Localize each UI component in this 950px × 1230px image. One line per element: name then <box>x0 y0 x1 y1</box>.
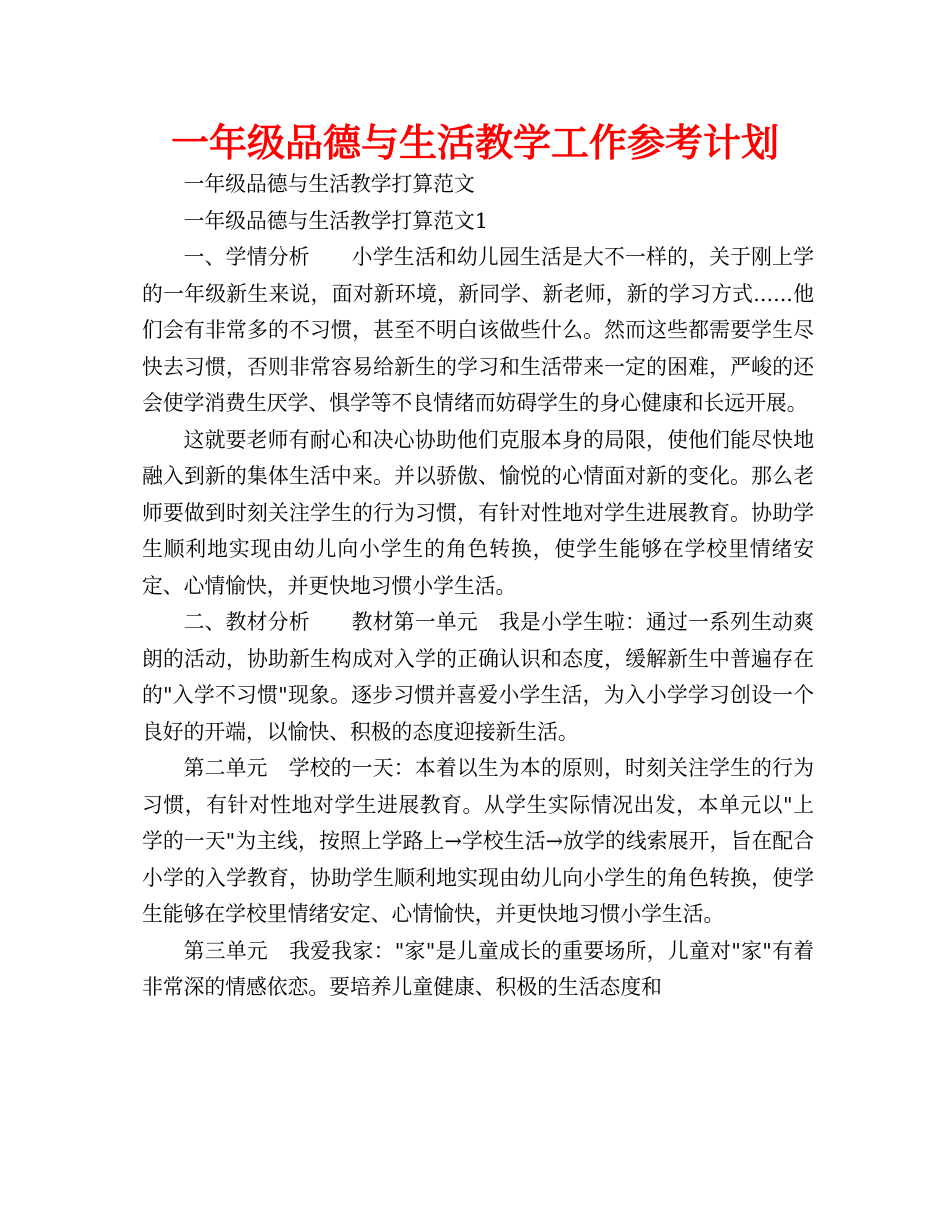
paragraph-subtitle-numbered: 一年级品德与生活教学打算范文1 <box>183 208 488 233</box>
document-title: 一年级品德与生活教学工作参考计划 <box>170 121 779 165</box>
paragraph-subtitle: 一年级品德与生活教学打算范文 <box>183 172 475 196</box>
document-body <box>142 166 814 1006</box>
paragraph-textbook-analysis: 二、教材分析 教材第一单元 我是小学生啦：通过一系列生动爽朗的活动，协助新生构成对入学的正确认识和态度，缓解新生中普遍存在的"入学不习惯"现象。逐步习惯并喜爱小学生活，为入小学学习创设一个良好的开端，以愉快、积极的态度迎接新生活。 <box>142 610 814 744</box>
paragraph-unit-three: 第三单元 我爱我家："家"是儿童成长的重要场所，儿童对"家"有着非常深的情感依恋。要培养儿童健康、积极的生活态度和 <box>142 938 814 999</box>
paragraph-unit-two: 第二单元 学校的一天：本着以生为本的原则，时刻关注学生的行为习惯，有针对性地对学生进展教育。从学生实际情况出发，本单元以"上学的一天"为主线，按照上学路上→学校生活→放学的线索展开，旨在配合小学的入学教育，协助学生顺利地实现由幼儿向小学生的角色转换，使学生能够在学校里情绪安定、心情愉快，并更快地习惯小学生活。 <box>142 756 814 926</box>
paragraph-learning-analysis: 一、学情分析 小学生活和幼儿园生活是大不一样的，关于刚上学的一年级新生来说，面对新环境，新同学、新老师，新的学习方式......他们会有非常多的不习惯，甚至不明白该做些什么。然而这些都需要学生尽快去习惯，否则非常容易给新生的学习和生活带来一定的困难，严峻的还会使学消费生厌学、惧学等不良情绪而妨碍学生的身心健康和长远开展。 <box>142 245 814 415</box>
paragraph-teacher-role: 这就要老师有耐心和决心协助他们克服本身的局限，使他们能尽快地融入到新的集体生活中来。并以骄傲、愉悦的心情面对新的变化。那么老师要做到时刻关注学生的行为习惯，有针对性地对学生进展教育。协助学生顺利地实现由幼儿向小学生的角色转换，使学生能够在学校里情绪安定、心情愉快，并更快地习惯小学生活。 <box>142 427 814 598</box>
